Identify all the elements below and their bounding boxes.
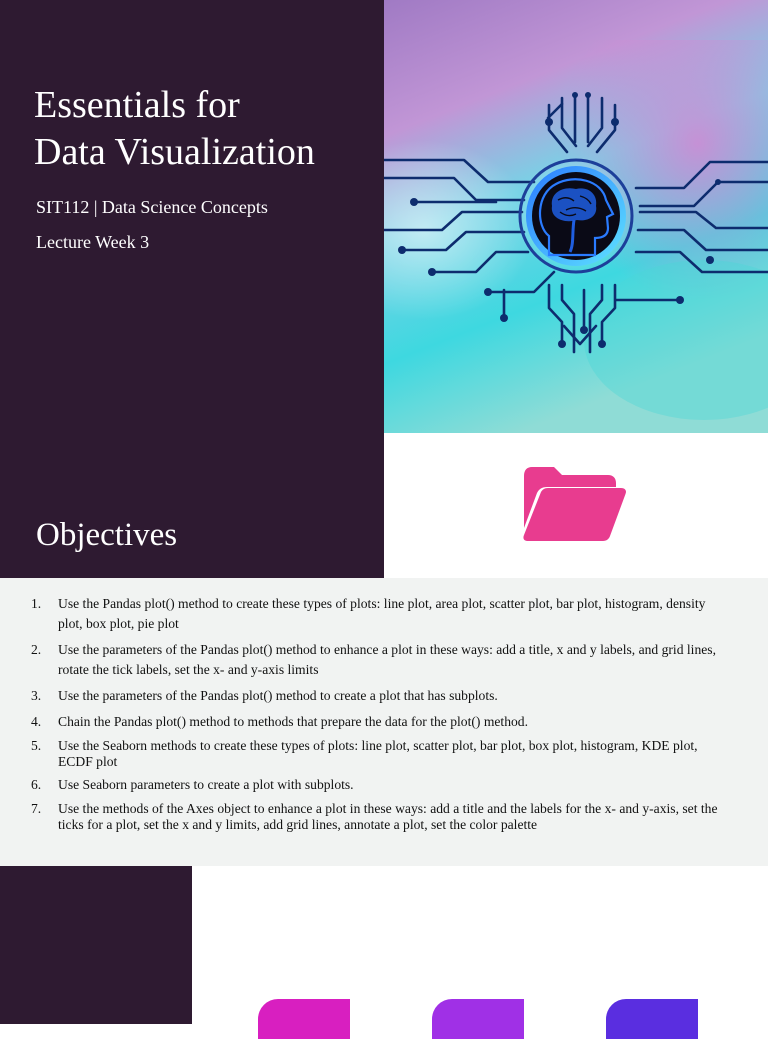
- objective-item: [0, 801, 768, 833]
- objective-text: Use the Seaborn methods to create these types of plots: line plot, scatter plot, bar plot, box plot, histogram, KDE plot, ECDF plot: [58, 738, 698, 769]
- objective-text: Use the Pandas plot() method to create these types of plots: line plot, area plot, scatter plot, bar plot, histogram, density plot, box plot, pie plot: [58, 596, 706, 631]
- objective-number: 5.: [31, 738, 42, 753]
- objective-item: [0, 686, 768, 706]
- objectives-section: [0, 578, 768, 866]
- objective-text: Chain the Pandas plot() method to methods that prepare the data for the plot() method.: [58, 714, 528, 729]
- objective-item: [0, 775, 768, 795]
- objective-item: [0, 640, 768, 680]
- folder-open-icon: [520, 464, 628, 544]
- purple-tile: [432, 999, 524, 1039]
- slide-title: [34, 82, 374, 176]
- title-panel: [0, 0, 384, 578]
- objective-text: Use the parameters of the Pandas plot() method to enhance a plot in these ways: add a title, x and y labels, and grid lines, rotate the tick labels, set the x- and y-axis limits: [58, 642, 716, 677]
- objective-text: Use Seaborn parameters to create a plot with subplots.: [58, 777, 354, 792]
- violet-tile: [606, 999, 698, 1039]
- objective-number: 6.: [31, 777, 42, 792]
- course-subtitle: SIT112 | Data Science Concepts: [36, 197, 268, 217]
- slide-title-line2: Data Visualization: [34, 131, 315, 173]
- objective-number: 3.: [31, 688, 42, 703]
- next-slide: [0, 866, 768, 1024]
- objectives-list: [0, 594, 768, 838]
- objective-number: 7.: [31, 801, 42, 816]
- slide-title-line1: Essentials for: [34, 84, 240, 126]
- next-slide-panel: [0, 866, 192, 1024]
- brain-circuit-image: [384, 0, 768, 433]
- lecture-week: Lecture Week 3: [36, 232, 150, 252]
- objective-item: [0, 738, 768, 770]
- brain-circuit-illustration: [384, 0, 768, 433]
- objective-number: 4.: [31, 714, 42, 729]
- objectives-heading: Objectives: [36, 517, 178, 553]
- magenta-tile: [258, 999, 350, 1039]
- objective-text: Use the parameters of the Pandas plot() method to create a plot that has subplots.: [58, 688, 498, 703]
- objective-item: [0, 594, 768, 634]
- objective-number: 2.: [31, 642, 42, 657]
- objective-item: [0, 712, 768, 732]
- objective-number: 1.: [31, 596, 42, 611]
- objective-text: Use the methods of the Axes object to enhance a plot in these ways: add a title and the labels for the x- and y-axis, set the ticks for a plot, set the x and y limits, add grid lines, annotate a plot, set the color palette: [58, 801, 718, 832]
